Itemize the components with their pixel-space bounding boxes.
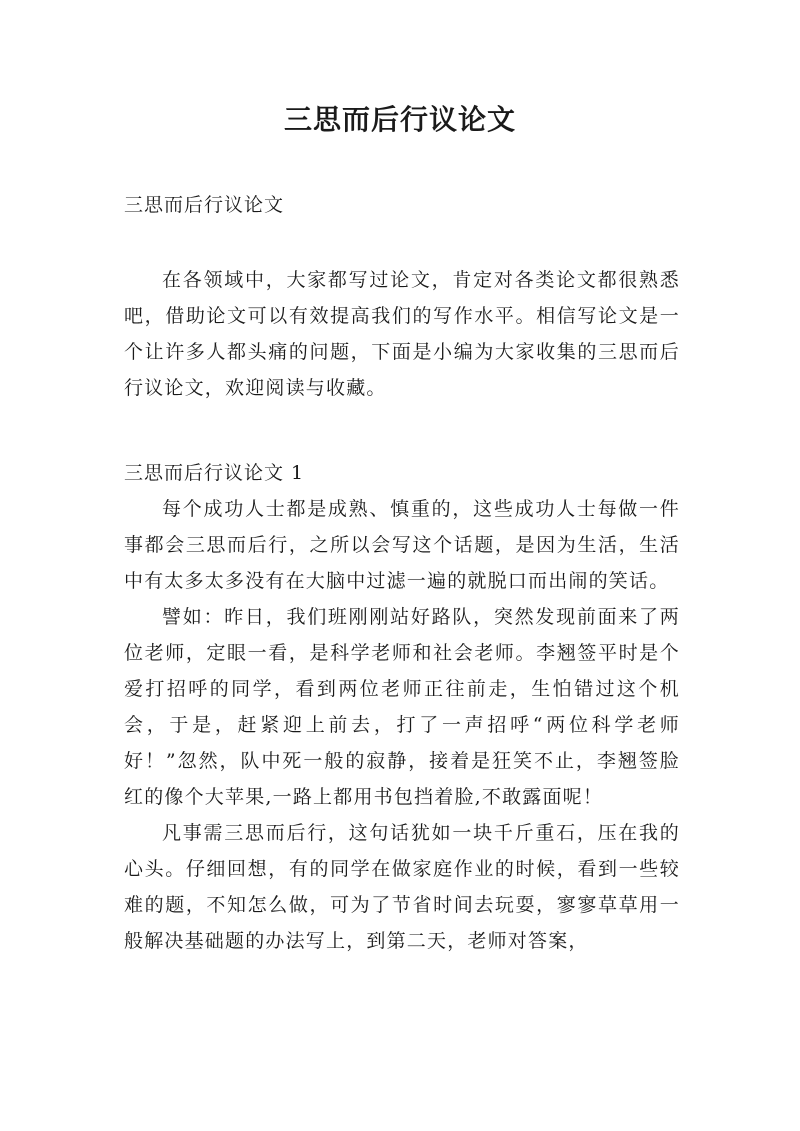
body-paragraph-2: 譬如：昨日，我们班刚刚站好路队，突然发现前面来了两位老师，定眼一看，是科学老师和社会老师。李翘签平时是个爱打招呼的同学，看到两位老师正往前走，生怕错过这个机会，于是，赶紧迎上前去，打了一声招呼“两位科学老师好！”忽然，队中死一般的寂静，接着是狂笑不止，李翘签脸红的像个大苹果,一路上都用书包挡着脸,不敢露面呢！ [124,606,680,808]
document-subtitle: 三思而后行议论文 [124,194,285,216]
body-paragraph-1: 每个成功人士都是成熟、慎重的，这些成功人士每做一件事都会三思而后行，之所以会写这个话题，是因为生活，生活中有太多太多没有在大脑中过滤一遍的就脱口而出闹的笑话。 [124,498,680,592]
intro-section [124,262,680,406]
essay-body [124,455,680,959]
intro-paragraph: 在各领域中，大家都写过论文，肯定对各类论文都很熟悉吧，借助论文可以有效提高我们的写作水平。相信写论文是一个让许多人都头痛的问题，下面是小编为大家收集的三思而后行议论文，欢迎阅读与收藏。 [124,269,680,399]
page-title: 三思而后行议论文 [283,103,516,136]
body-paragraph-3: 凡事需三思而后行，这句话犹如一块千斤重石，压在我的心头。仔细回想，有的同学在做家庭作业的时候，看到一些较难的题，不知怎么做，可为了节省时间去玩耍，寥寥草草用一般解决基础题的办法写上，到第二天，老师对答案， [124,822,680,952]
section-heading: 三思而后行议论文 1 [124,462,305,484]
